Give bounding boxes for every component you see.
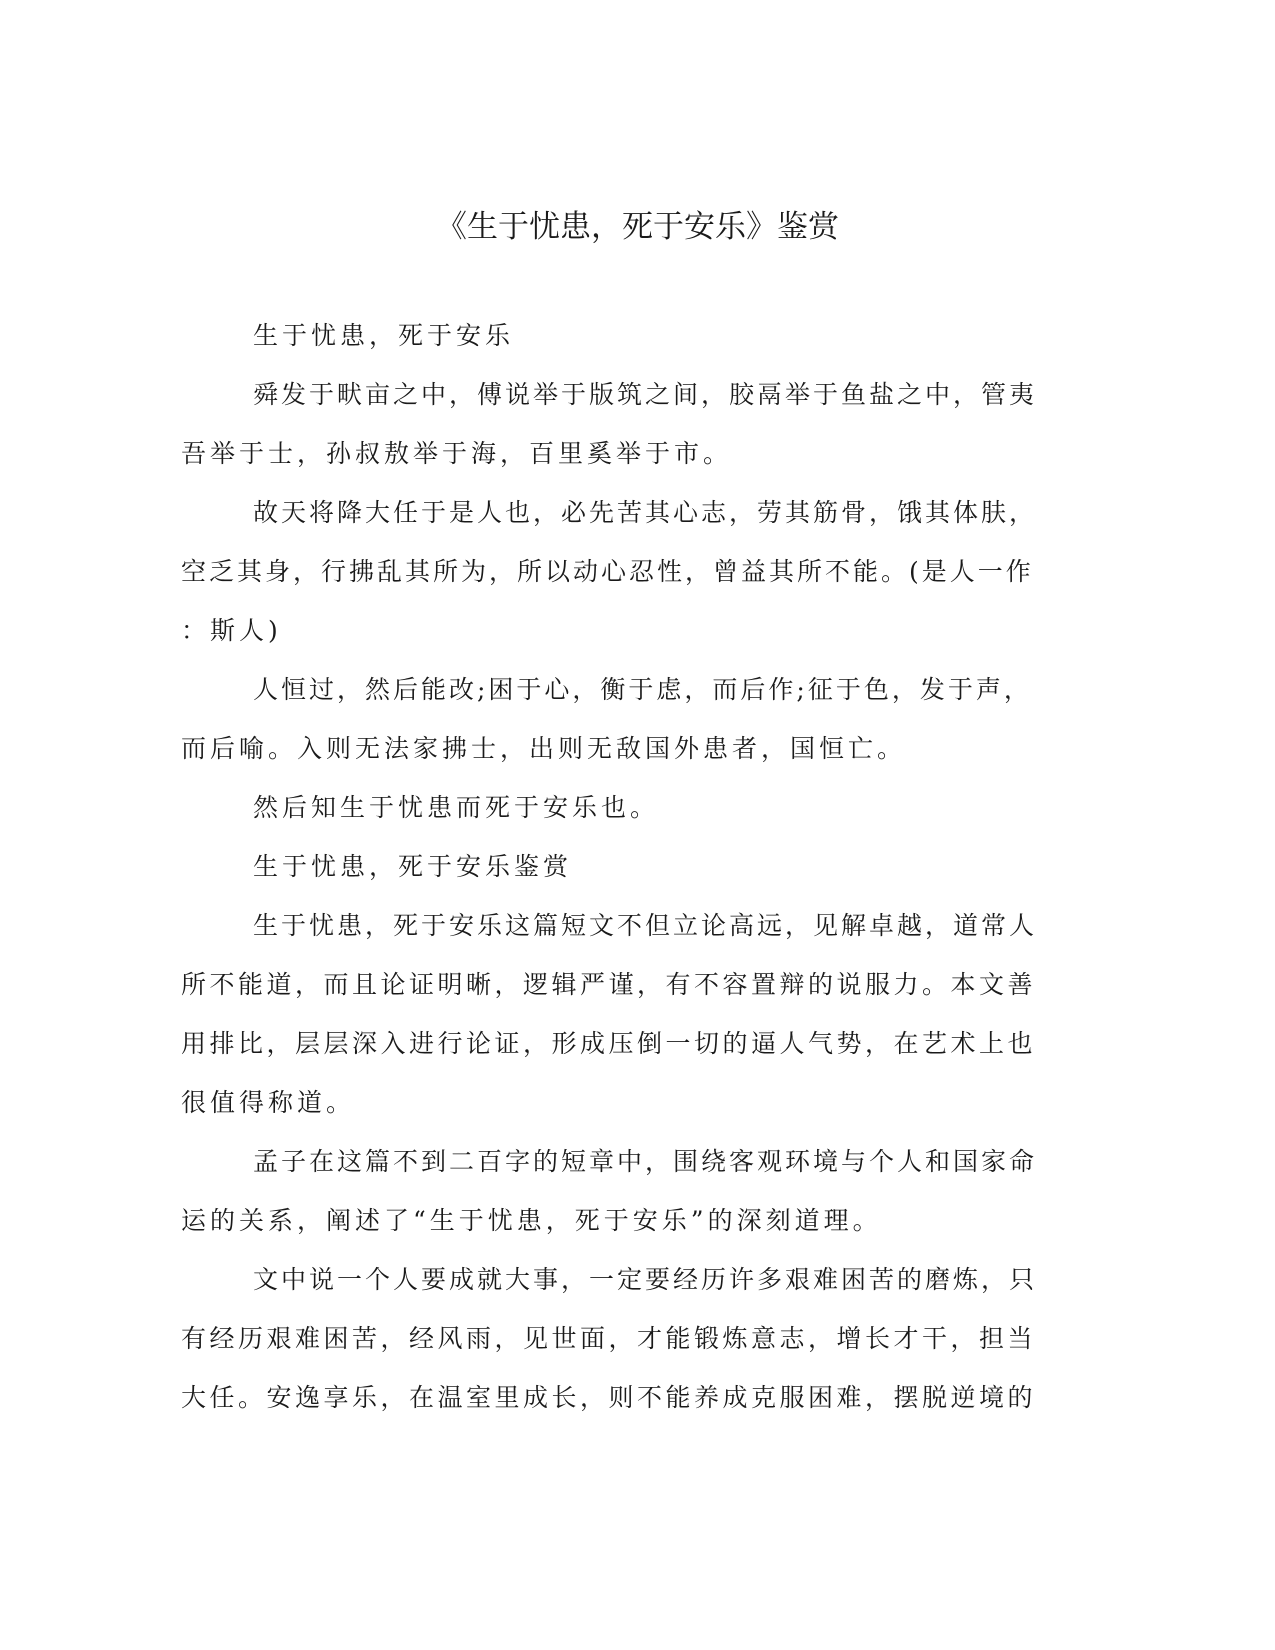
text-line: 空乏其身，行拂乱其所为，所以动心忍性，曾益其所不能。(是人一作	[181, 557, 1034, 586]
document-title: 《生于忧患，死于安乐》鉴赏	[436, 209, 839, 245]
text-line: 人恒过，然后能改;困于心，衡于虑，而后作;征于色，发于声，	[253, 675, 1032, 704]
text-line: 而后喻。入则无法家拂士，出则无敌国外患者，国恒亡。	[181, 734, 907, 763]
text-line: 大任。安逸享乐，在温室里成长，则不能养成克服困难，摆脱逆境的	[181, 1383, 1037, 1412]
text-line: 吾举于士，孙叔敖举于海，百里奚举于市。	[181, 439, 733, 468]
text-line: 生于忧患，死于安乐	[253, 321, 515, 350]
text-line: 很值得称道。	[181, 1088, 356, 1117]
text-line: 舜发于畎亩之中，傅说举于版筑之间，胶鬲举于鱼盐之中，管夷	[253, 380, 1038, 409]
text-line: 文中说一个人要成就大事，一定要经历许多艰难困苦的磨炼，只	[253, 1265, 1038, 1294]
text-line: 孟子在这篇不到二百字的短章中，围绕客观环境与个人和国家命	[253, 1147, 1038, 1176]
text-line: 故天将降大任于是人也，必先苦其心志，劳其筋骨，饿其体肤，	[253, 498, 1038, 527]
text-line: ：斯人)	[181, 616, 282, 645]
text-line: 有经历艰难困苦，经风雨，见世面，才能锻炼意志，增长才干，担当	[181, 1324, 1037, 1353]
text-line: 所不能道，而且论证明晰，逻辑严谨，有不容置辩的说服力。本文善	[181, 970, 1037, 999]
text-line: 用排比，层层深入进行论证，形成压倒一切的逼人气势，在艺术上也	[181, 1029, 1037, 1058]
text-line: 生于忧患，死于安乐鉴赏	[253, 852, 573, 881]
text-line: 生于忧患，死于安乐这篇短文不但立论高远，见解卓越，道常人	[253, 911, 1038, 940]
text-line: 运的关系，阐述了“生于忧患，死于安乐”的深刻道理。	[181, 1206, 882, 1235]
text-line: 然后知生于忧患而死于安乐也。	[253, 793, 660, 822]
